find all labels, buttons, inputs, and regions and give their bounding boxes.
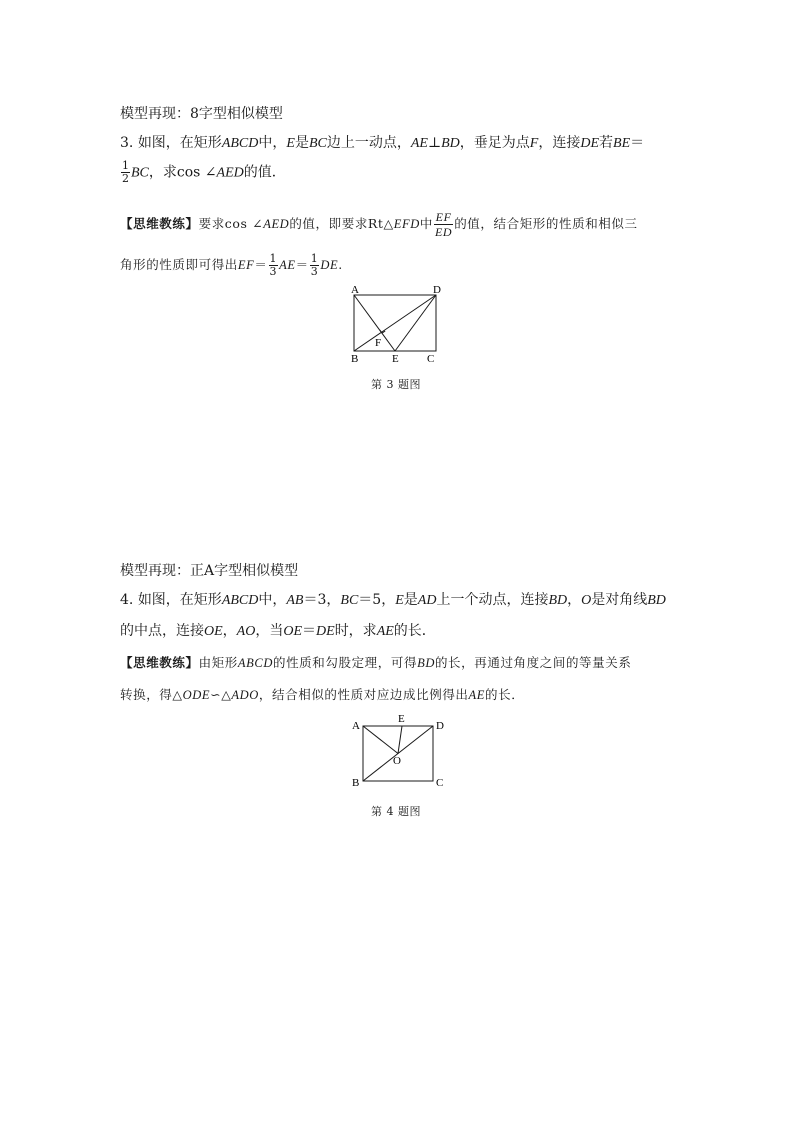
text: ，结合相似的性质对应边成比例得出 bbox=[258, 687, 469, 702]
hint4-line1 bbox=[120, 654, 631, 672]
text: 是 bbox=[403, 592, 418, 608]
figure-4-caption: 第 4 题图 bbox=[371, 805, 421, 818]
hint-label: 【思维教练】 bbox=[120, 655, 199, 670]
section2-heading: 模型再现：正A字型相似模型 bbox=[120, 563, 299, 579]
label-c: C bbox=[436, 777, 444, 789]
segment-de bbox=[395, 295, 436, 351]
math-var: EFD bbox=[393, 217, 420, 231]
numerator: EF bbox=[435, 210, 452, 224]
figure-3-caption: 第 3 题图 bbox=[371, 378, 421, 391]
text: 的长． bbox=[485, 687, 525, 702]
text: ＝5， bbox=[358, 592, 396, 608]
denominator: 2 bbox=[122, 172, 129, 185]
problem3-line1 bbox=[120, 134, 644, 153]
problem4-line1 bbox=[120, 591, 666, 610]
math-var: AO bbox=[236, 624, 256, 639]
math-var: ABCD bbox=[221, 136, 259, 151]
text: ＝ bbox=[295, 257, 309, 272]
text: 是 bbox=[294, 135, 309, 151]
math-var: ODE bbox=[182, 688, 211, 702]
fraction-one-third bbox=[269, 253, 279, 278]
text: 由矩形 bbox=[198, 655, 238, 670]
fraction-one-third bbox=[310, 253, 320, 278]
figure-3-diagram bbox=[340, 282, 460, 368]
label-d: D bbox=[433, 284, 441, 296]
problem3-number: 3. bbox=[120, 135, 134, 151]
math-var: OE bbox=[204, 624, 223, 639]
text: 中 bbox=[419, 216, 433, 231]
math-var: EF bbox=[237, 258, 255, 272]
math-var: ABCD bbox=[221, 593, 259, 608]
math-var: BD bbox=[441, 136, 460, 151]
fraction-one-half bbox=[121, 160, 130, 185]
math-var: F bbox=[529, 136, 539, 151]
math-var: BD bbox=[647, 593, 666, 608]
math-var: AED bbox=[263, 217, 290, 231]
problem4-line2 bbox=[120, 622, 436, 641]
math-var: DE bbox=[316, 624, 335, 639]
text: ， bbox=[222, 623, 237, 639]
label-d: D bbox=[436, 720, 444, 732]
math-var: BC bbox=[340, 593, 359, 608]
text: 角形的性质即可得出 bbox=[120, 257, 238, 272]
text: 的长，再通过角度之间的等量关系 bbox=[434, 655, 632, 670]
text: ＝ bbox=[302, 623, 317, 639]
denominator: 3 bbox=[269, 265, 278, 278]
label-b: B bbox=[351, 353, 359, 365]
denominator: ED bbox=[434, 225, 453, 239]
math-var: BD bbox=[417, 656, 435, 670]
text: 上一个动点，连接 bbox=[436, 592, 549, 608]
problem4-number: 4. bbox=[120, 592, 134, 608]
math-var: E bbox=[395, 593, 404, 608]
figure-4-diagram bbox=[340, 712, 460, 792]
perp-symbol: ⊥ bbox=[427, 135, 442, 151]
text: 是对角线 bbox=[591, 592, 648, 608]
text: ，求cos ∠ bbox=[148, 164, 217, 181]
text: ，垂足为点 bbox=[459, 135, 530, 151]
math-var: AD bbox=[417, 593, 437, 608]
hint3-line2 bbox=[120, 253, 343, 278]
math-var: AE bbox=[468, 688, 486, 702]
text: ，当 bbox=[255, 623, 284, 639]
math-var: DE bbox=[320, 258, 339, 272]
hint3-line1 bbox=[120, 210, 638, 239]
text: ＝ bbox=[630, 135, 645, 151]
math-var: AE bbox=[410, 136, 428, 151]
denominator: 3 bbox=[310, 265, 319, 278]
math-var: ADO bbox=[231, 688, 259, 702]
text: 的值，即要求Rt△ bbox=[289, 216, 394, 231]
section1-heading: 模型再现：8字型相似模型 bbox=[120, 106, 283, 122]
text: 转换，得△ bbox=[120, 687, 183, 702]
segment-ao bbox=[363, 726, 398, 754]
label-c: C bbox=[427, 353, 435, 365]
math-var: AE bbox=[279, 258, 296, 272]
math-var: BC bbox=[308, 136, 327, 151]
text: 时，求 bbox=[334, 623, 377, 639]
text: 的性质和勾股定理，可得 bbox=[272, 655, 418, 670]
math-var: DE bbox=[580, 136, 600, 151]
text: 如图，在矩形 bbox=[137, 135, 222, 151]
text: 如图，在矩形 bbox=[137, 592, 222, 608]
text: 的中点，连接 bbox=[120, 623, 204, 639]
math-var: OE bbox=[283, 624, 303, 639]
diagonal-bd bbox=[354, 295, 436, 351]
text: ＝ bbox=[254, 257, 268, 272]
label-f: F bbox=[375, 337, 382, 349]
segment-oe bbox=[398, 726, 402, 754]
numerator: 1 bbox=[310, 252, 319, 265]
math-var: BE bbox=[613, 136, 631, 151]
text: 的长． bbox=[393, 623, 436, 639]
label-e: E bbox=[392, 353, 399, 365]
math-var: AE bbox=[376, 624, 394, 639]
figure-4 bbox=[340, 712, 460, 792]
text: 中， bbox=[258, 592, 287, 608]
hint-label: 【思维教练】 bbox=[120, 216, 199, 231]
math-var: BD bbox=[548, 593, 568, 608]
math-var: E bbox=[286, 136, 295, 151]
text: 中， bbox=[258, 135, 287, 151]
math-var: AB bbox=[286, 593, 304, 608]
text: ，连接 bbox=[538, 135, 581, 151]
label-b: B bbox=[352, 777, 360, 789]
label-o: O bbox=[393, 755, 401, 767]
math-var: BC bbox=[131, 165, 149, 181]
text: ， bbox=[567, 592, 582, 608]
text: 的值． bbox=[243, 164, 286, 181]
text: ∽△ bbox=[210, 687, 232, 702]
text: 若 bbox=[599, 135, 614, 151]
problem3-line2 bbox=[120, 160, 286, 185]
fraction-ef-ed bbox=[434, 210, 453, 239]
label-a: A bbox=[352, 720, 360, 732]
math-var: AED bbox=[216, 165, 244, 181]
label-a: A bbox=[351, 284, 359, 296]
math-var: O bbox=[581, 593, 592, 608]
numerator: 1 bbox=[122, 159, 129, 172]
math-var: ABCD bbox=[237, 656, 273, 670]
figure-3 bbox=[340, 282, 460, 368]
numerator: 1 bbox=[269, 252, 278, 265]
label-e: E bbox=[398, 713, 405, 725]
text: 的值，结合矩形的性质和相似三 bbox=[454, 216, 638, 231]
text: 要求cos ∠ bbox=[198, 216, 264, 231]
hint4-line2 bbox=[120, 686, 524, 704]
text: . bbox=[338, 257, 343, 272]
text: ＝3， bbox=[303, 592, 341, 608]
text: 边上一动点， bbox=[326, 135, 411, 151]
